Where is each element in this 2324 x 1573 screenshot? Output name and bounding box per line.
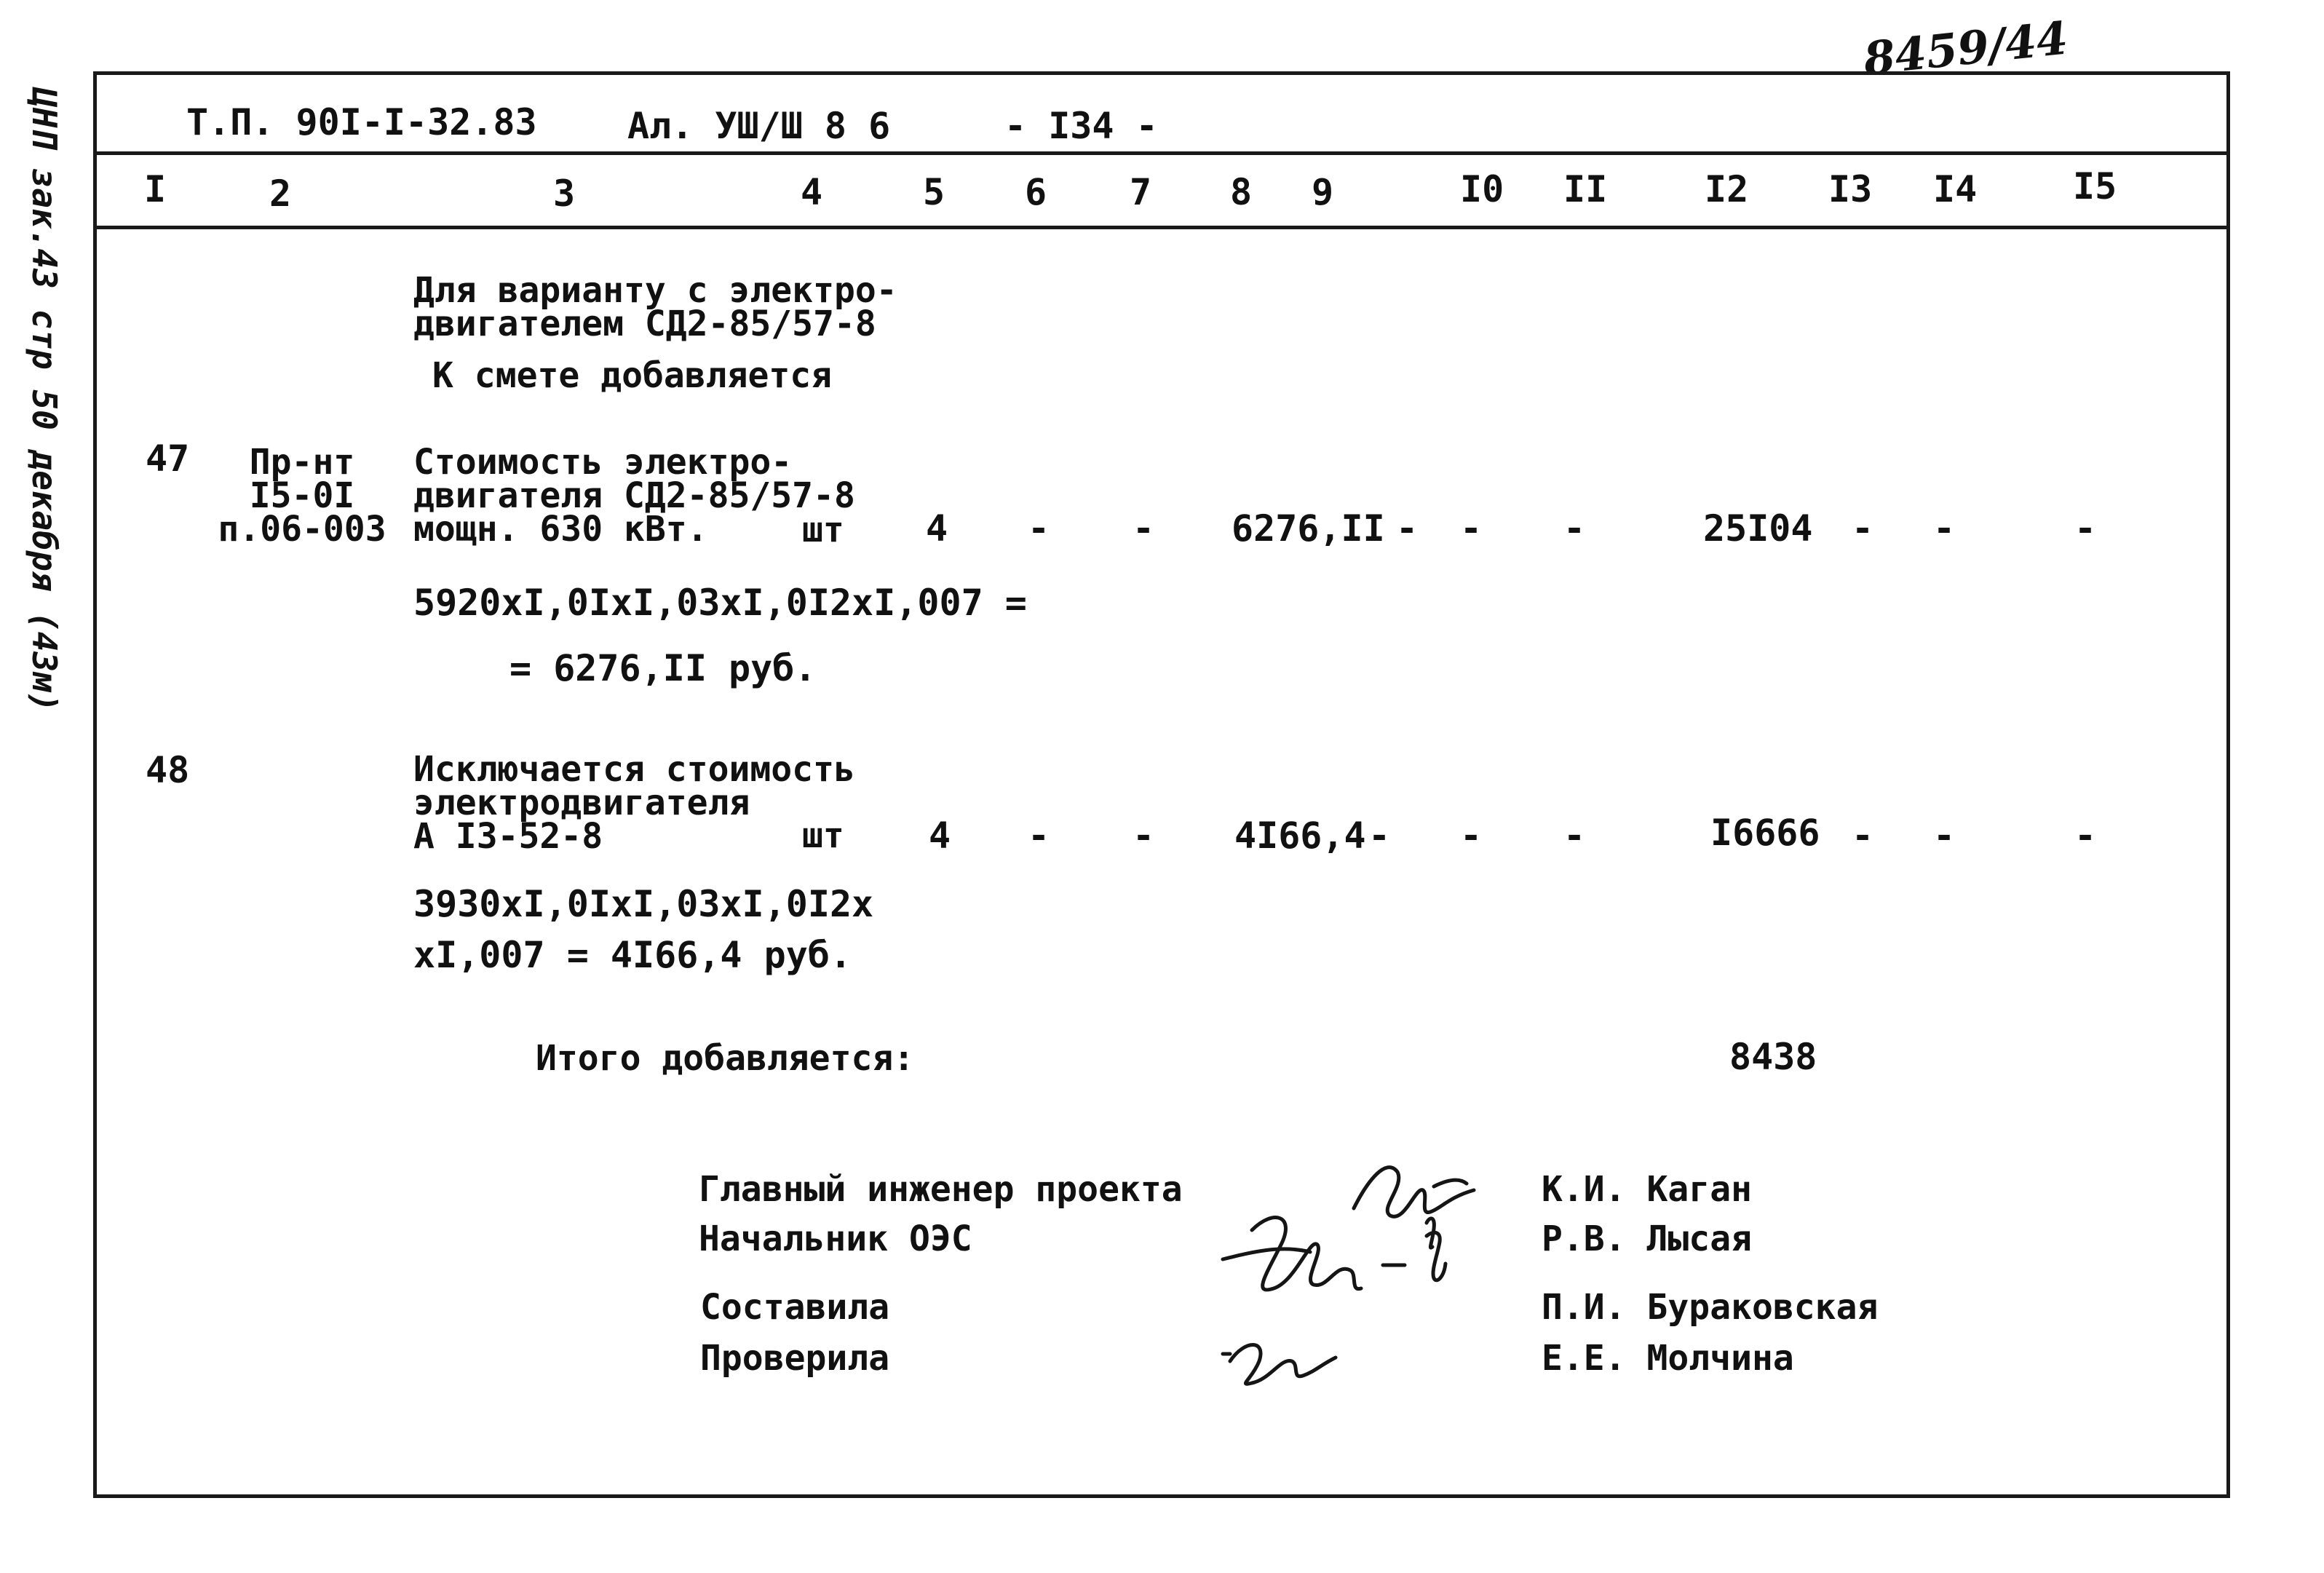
- quantity: 4: [926, 507, 948, 550]
- cell-dash: -: [1852, 815, 1874, 857]
- column-header: 4: [801, 171, 823, 213]
- column-header: 6: [1025, 171, 1047, 213]
- signatory-role: Начальник ОЭС: [699, 1219, 972, 1259]
- column-header: I: [144, 168, 167, 210]
- cell-dash: -: [2074, 507, 2097, 550]
- side-note: ЦНП зак.43 стр 50 декабря (43м): [25, 87, 64, 713]
- document-number: 8459/44: [1860, 11, 2071, 86]
- description-line: Стоимость электро-: [413, 442, 793, 483]
- signatory-name: К.И. Каган: [1542, 1169, 1752, 1210]
- cell-dash: -: [1133, 815, 1155, 857]
- unit-price: 6276,II: [1232, 507, 1385, 550]
- column-header: 7: [1130, 171, 1152, 213]
- calculation: 3930xI,0IxI,03xI,0I2x: [413, 883, 874, 925]
- cell-dash: -: [1368, 815, 1391, 857]
- column-header-divider: [93, 226, 2230, 229]
- column-header: I0: [1460, 168, 1504, 210]
- cell-dash: -: [1460, 815, 1483, 857]
- rate-code-line: I5-0I: [249, 475, 355, 516]
- signatory-role: Главный инженер проекта: [699, 1169, 1183, 1210]
- rate-code-line: Пр-нт: [249, 442, 355, 483]
- variant-line: двигателем СД2-85/57-8: [413, 304, 876, 344]
- unit-price: 4I66,4: [1234, 815, 1366, 857]
- rate-code-line: п.06-003: [218, 509, 386, 550]
- column-header: 8: [1230, 171, 1253, 213]
- signatory-name: Р.В. Лысая: [1542, 1219, 1752, 1259]
- column-header: 5: [923, 171, 945, 213]
- cell-dash: -: [1028, 815, 1050, 857]
- description-line: двигателя СД2-85/57-8: [413, 475, 855, 516]
- item-description: [413, 442, 855, 550]
- total-value: 8438: [1729, 1036, 1817, 1078]
- signatory-role: Составила: [700, 1287, 890, 1328]
- unit: шт: [802, 510, 844, 550]
- cell-dash: -: [1028, 507, 1050, 550]
- column-header: II: [1563, 168, 1608, 210]
- column-header: 2: [269, 173, 292, 215]
- column-header: 9: [1312, 171, 1334, 213]
- column-header: 3: [553, 173, 576, 215]
- rate-code: [211, 442, 393, 550]
- cell-dash: -: [1933, 815, 1956, 857]
- cell-dash: -: [1563, 507, 1586, 550]
- cell-dash: -: [1933, 507, 1956, 550]
- calculation: 5920xI,0IxI,03xI,0I2xI,007 =: [413, 582, 1027, 624]
- cell-dash: -: [1396, 507, 1419, 550]
- signatory-name: П.И. Бураковская: [1542, 1287, 1879, 1328]
- row-number: 47: [146, 437, 190, 480]
- cell-dash: -: [2074, 815, 2097, 857]
- header-divider: [93, 151, 2230, 155]
- project-number: Т.П. 90I-I-32.83: [186, 101, 537, 143]
- total-cost: 25I04: [1703, 507, 1813, 550]
- album-number: Ал. УШ/Ш 8 6: [627, 105, 891, 147]
- description-line: А I3-52-8: [413, 816, 603, 857]
- description-line: мощн. 630 кВт.: [413, 509, 708, 550]
- row-number: 48: [146, 749, 190, 791]
- cell-dash: -: [1563, 815, 1586, 857]
- variant-line: Для варианту с электро-: [413, 270, 897, 311]
- column-header: I3: [1828, 168, 1873, 210]
- variant-title: [413, 270, 897, 344]
- section-subtitle: К смете добавляется: [432, 355, 833, 396]
- page-number: - I34 -: [1004, 105, 1158, 147]
- item-description: [413, 749, 855, 857]
- calculation: xI,007 = 4I66,4 руб.: [413, 934, 852, 976]
- cell-dash: -: [1852, 507, 1874, 550]
- handwritten-signatures: [1208, 1114, 1558, 1419]
- signatory-name: Е.Е. Молчина: [1542, 1338, 1794, 1379]
- column-header: I5: [2073, 165, 2117, 207]
- total-cost: I6666: [1710, 812, 1820, 854]
- cell-dash: -: [1460, 507, 1483, 550]
- description-line: Исключается стоимость: [413, 749, 855, 790]
- description-line: электродвигателя: [413, 782, 750, 823]
- total-label: Итого добавляется:: [536, 1038, 915, 1079]
- column-header: I4: [1933, 168, 1978, 210]
- cell-dash: -: [1133, 507, 1155, 550]
- signatory-role: Проверила: [700, 1338, 890, 1379]
- column-header: I2: [1705, 168, 1749, 210]
- calculation: = 6276,II руб.: [509, 647, 817, 689]
- quantity: 4: [929, 815, 951, 857]
- unit: шт: [802, 815, 844, 856]
